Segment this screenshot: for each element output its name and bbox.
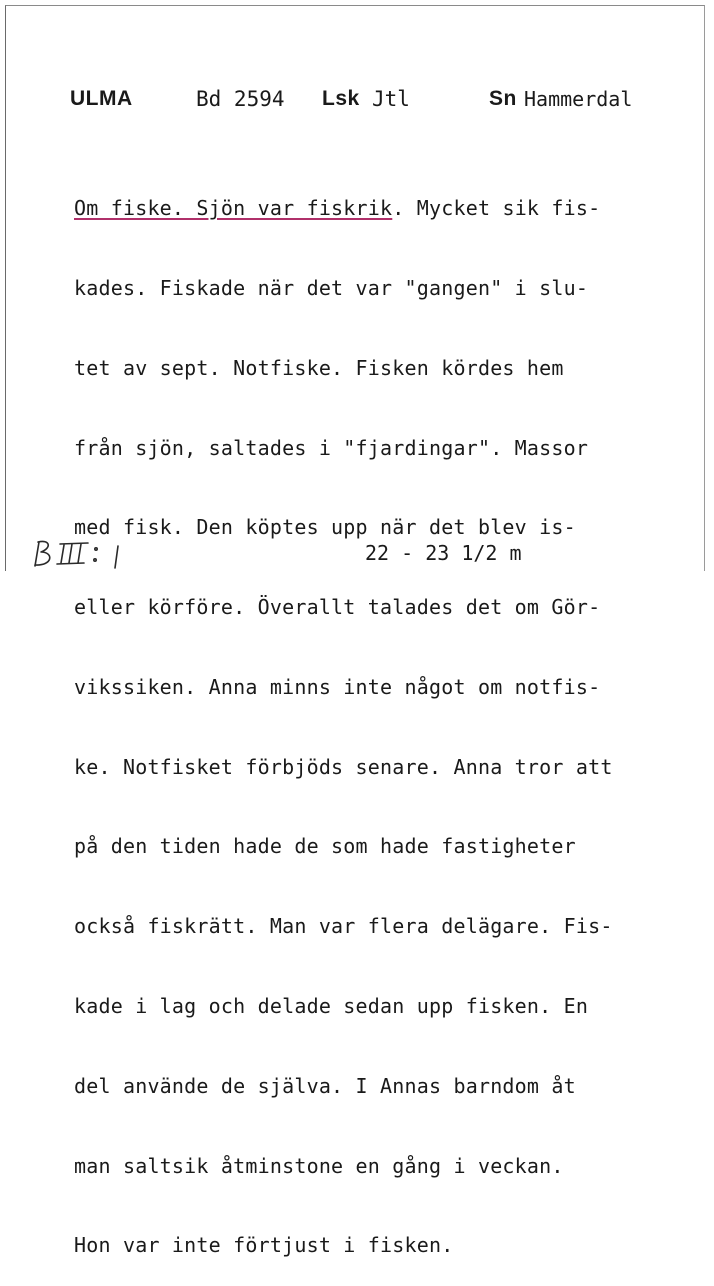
body-line: vikssiken. Anna minns inte något om notfis- [74,674,601,699]
body-line: också fiskrätt. Man var flera delägare. Fis- [74,914,613,939]
first-line-rest: . Mycket sik fis- [392,196,601,221]
handwritten-signature [30,536,140,572]
body-line: på den tiden hade de som hade fastigheter [74,834,576,859]
header-lsk-label: Lsk [322,87,360,110]
header-bd-number: Bd 2594 [196,87,285,111]
body-line: eller körföre. Överallt talades det om Gör- [74,595,601,620]
header-sn-value: Hammerdal [524,87,633,111]
card-body-text [74,142,613,1286]
body-line: från sjön, saltades i "fjardingar". Massor [74,435,589,460]
body-line: del använde de själva. I Annas barndom åt [74,1073,576,1098]
body-line-first [74,195,613,222]
header-sn-label: Sn [489,87,517,110]
body-line: tet av sept. Notfiske. Fisken kördes hem [74,355,564,380]
body-line: man saltsik åtminstone en gång i veckan. [74,1153,564,1178]
body-line: med fisk. Den köptes upp när det blev is- [74,515,576,540]
body-line: Hon var inte förtjust i fisken. [74,1233,454,1258]
body-line: kades. Fiskade när det var "gangen" i slu- [74,275,589,300]
header-word: ULMA [70,87,133,110]
page-range: 22 - 23 1/2 m [365,541,522,565]
body-line: ke. Notfisket förbjöds senare. Anna tror att [74,754,613,779]
body-line: kade i lag och delade sedan upp fisken. En [74,994,589,1018]
header-lsk-value: Jtl [372,87,410,111]
underlined-topic: Om fiske. Sjön var fiskrik [74,196,393,221]
